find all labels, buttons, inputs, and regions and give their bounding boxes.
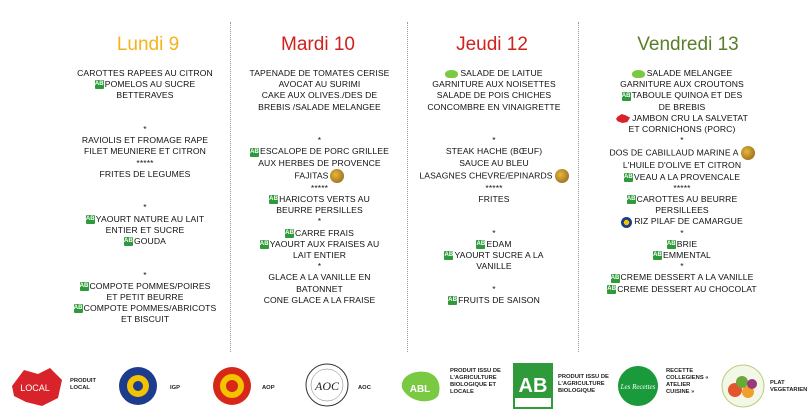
menu-item-label: * (143, 202, 147, 213)
ab-label-icon: AB (607, 285, 617, 292)
menu-item-label: * (492, 227, 496, 238)
ab-label-icon: AB (666, 241, 676, 248)
menu-item (408, 68, 580, 79)
legend-vegetarian-text: PLAT VEGETARIEN (770, 380, 808, 393)
menu-item (582, 102, 782, 113)
menu-item (408, 90, 580, 101)
menu-item (232, 90, 407, 101)
spacer (232, 124, 407, 135)
abl-label-icon (632, 70, 645, 78)
menu-item-label: GOUDA (133, 235, 166, 246)
menu-item (232, 250, 407, 261)
local-label-icon (6, 364, 66, 408)
menu-item (582, 68, 782, 79)
menu-item (232, 146, 407, 157)
menu-item (55, 90, 235, 101)
menu-item-label: TAPENADE DE TOMATES CERISE (249, 68, 390, 78)
menu-item (582, 113, 782, 124)
menu-item-label: EDAM (486, 238, 512, 249)
separator (408, 284, 580, 295)
menu-item (232, 228, 407, 239)
spacer (408, 124, 580, 135)
menu-column-lundi (55, 68, 235, 326)
menu-item (582, 250, 782, 261)
menu-item (408, 79, 580, 90)
menu-item (55, 236, 235, 247)
spacer (55, 102, 235, 113)
menu-item (582, 79, 782, 90)
day-title-vendredi: Vendredi 13 (637, 34, 739, 55)
ab-label-icon: AB (621, 92, 631, 99)
menu-item (232, 79, 407, 90)
menu-item-label: FAJITAS (294, 170, 329, 181)
menu-item (55, 281, 235, 292)
ab-label-icon: AB (448, 297, 458, 304)
legend-aoc-text: AOC (358, 385, 371, 391)
menu-item-label: FRITES (478, 194, 510, 204)
separator (582, 135, 782, 146)
menu-item-label: FRITES DE LEGUMES (99, 168, 191, 179)
ab-label-icon: AB (124, 238, 133, 245)
menu-item (232, 272, 407, 283)
ab-label-icon: AB (610, 274, 620, 281)
menu-item (55, 79, 235, 90)
menu-item (55, 68, 235, 79)
menu-item-label: CAROTTES RAPEES AU CITRON (77, 68, 213, 78)
ab-label-icon: AB (250, 148, 259, 155)
menu-item (408, 169, 580, 183)
menu-item (582, 146, 782, 160)
menu-item-label: EMMENTAL (663, 250, 711, 261)
menu-item-label: AUX HERBES DE PROVENCE (258, 157, 381, 168)
menu-item-label: GARNITURE AUX CROUTONS (620, 79, 744, 90)
menu-item-label: FILET MEUNIERE ET CITRON (84, 146, 206, 157)
menu-item-label: YAOURT NATURE AU LAIT (95, 213, 205, 224)
menu-item-label: * (680, 227, 684, 238)
menu-item-label: RAVIOLIS ET FROMAGE RAPE (81, 135, 209, 146)
ab-logo-text: AB (518, 375, 548, 397)
aoc-logo-text: AOC (315, 379, 339, 393)
menu-item (408, 250, 580, 261)
menu-item-label: JAMBON CRU LA SALVETAT (632, 112, 748, 123)
menu-item (232, 68, 407, 79)
menu-item (55, 146, 235, 157)
menu-item-label: COMPOTE POMMES/POIRES (89, 280, 211, 291)
menu-item-label: ET BISCUIT (120, 314, 170, 325)
menu-item-label: CONE GLACE A LA FRAISE (263, 294, 376, 305)
menu-item-label: BRIE (676, 238, 698, 249)
menu-item (232, 295, 407, 306)
menu-item (582, 172, 782, 183)
menu-item-label: COMPOTE POMMES/ABRICOTS (83, 303, 217, 314)
menu-item (408, 158, 580, 169)
menu-item-label: PERSILLEES (655, 205, 709, 216)
separator (408, 135, 580, 146)
menu-item-label: ***** (673, 182, 691, 193)
ab-label-icon: AB (79, 283, 89, 289)
menu-item-label: BREBIS /SALADE MELANGEE (258, 101, 381, 112)
menu-item-label: RIZ PILAF DE CAMARGUE (634, 216, 743, 227)
separator (55, 202, 235, 213)
menu-item-label: BETTERAVES (116, 90, 174, 101)
legend-aop-text: AOP (262, 385, 275, 391)
menu-item-label: CAKE AUX OLIVES./DES DE (261, 90, 378, 101)
igp-label-icon (118, 364, 158, 408)
local-label-icon (616, 114, 630, 123)
spacer (408, 113, 580, 124)
separator (232, 183, 407, 194)
ab-label-icon: AB (85, 215, 95, 222)
menu-item (232, 284, 407, 295)
ab-label-icon: AB (623, 173, 633, 180)
ab-label-icon: AB (259, 241, 269, 248)
menu-item (55, 214, 235, 225)
menu-column-jeudi (408, 68, 580, 306)
menu-item-label: POMELOS AU SUCRE (104, 79, 196, 90)
vegetarian-label-icon (741, 146, 755, 160)
ab-label-icon: AB (626, 196, 636, 203)
menu-item-label: GARNITURE AUX NOISETTES (432, 79, 556, 90)
menu-item-label: TABOULE QUINOA ET DES (631, 90, 743, 101)
separator (582, 228, 782, 239)
igp-label-icon (621, 217, 632, 228)
menu-item-label: ***** (136, 157, 154, 168)
menu-item (232, 102, 407, 113)
menu-item (408, 239, 580, 250)
menu-item (232, 194, 407, 205)
menu-column-vendredi (582, 68, 782, 295)
menu-item (582, 90, 782, 101)
menu-item-label: * (143, 269, 147, 280)
menu-item (55, 303, 235, 314)
aoc-label-icon (304, 362, 350, 408)
menu-item-label: BATONNET (296, 283, 343, 294)
menu-item (232, 158, 407, 169)
menu-item (582, 272, 782, 283)
menu-item-label: * (143, 123, 147, 134)
abl-logo-text: ABL (409, 384, 431, 395)
menu-item (408, 295, 580, 306)
menu-item-label: STEAK HACHE (BŒUF) (445, 146, 543, 157)
separator (232, 135, 407, 146)
menu-item-label: CONCOMBRE EN VINAIGRETTE (427, 101, 561, 112)
legend-ab-text: PRODUIT ISSU DE L'AGRICULTURE BIOLOGIQUE (558, 374, 609, 394)
menu-item (232, 169, 407, 183)
vegetarian-label-icon (330, 169, 344, 183)
menu-item-label: VANILLE (476, 261, 512, 272)
menu-item (55, 314, 235, 325)
menu-item-label: GLACE A LA VANILLE EN (268, 272, 371, 283)
abl-label-icon (445, 70, 458, 78)
ab-label-icon (512, 362, 554, 410)
legend-recettes-text: RECETTE COLLEGIENS « ATELIER CUISINE » (666, 368, 709, 395)
spacer (55, 180, 235, 191)
spacer (408, 205, 580, 216)
menu-item-label: ESCALOPE DE PORC GRILLEE (260, 146, 389, 157)
aop-label-icon (212, 364, 252, 408)
menu-item-label: BEURRE PERSILLES (276, 205, 363, 216)
menu-item-label: YAOURT AUX FRAISES AU (269, 238, 380, 249)
legend-igp-text: IGP (170, 385, 180, 391)
menu-item-label: ENTIER ET SUCRE (105, 224, 185, 235)
vegetarian-label-icon (718, 362, 768, 408)
menu-item (408, 194, 580, 205)
menu-item-label: ***** (485, 182, 503, 193)
vegetarian-label-icon (555, 169, 569, 183)
menu-item (55, 135, 235, 146)
menu-item (232, 205, 407, 216)
menu-item (582, 124, 782, 135)
menu-item (582, 284, 782, 295)
menu-item-label: SAUCE AU BLEU (459, 157, 529, 168)
separator (232, 216, 407, 227)
separator (582, 261, 782, 272)
menu-item-label: ET PETIT BEURRE (106, 291, 184, 302)
menu-item-label: LASAGNES CHEVRE/EPINARDS (419, 170, 553, 181)
menu-item-label: CARRE FRAIS (295, 227, 354, 238)
ab-label-icon: AB (269, 196, 279, 203)
ab-label-icon: AB (285, 229, 294, 236)
legend-abl-text: PRODUIT ISSU DE L'AGRICULTURE BIOLOGIQUE ET LOCALE (450, 368, 501, 395)
spacer (408, 216, 580, 227)
menu-item-label: ET CORNICHONS (PORC) (628, 124, 736, 135)
abl-label-icon (396, 366, 444, 406)
menu-item (582, 216, 782, 227)
menu-item (582, 205, 782, 216)
spacer (408, 272, 580, 283)
separator (55, 270, 235, 281)
legend-local-text: PRODUIT LOCAL (70, 378, 97, 391)
local-logo-text: LOCAL (20, 383, 50, 393)
menu-item-label: ***** (310, 182, 329, 193)
menu-item-label: DE BREBIS (658, 101, 706, 112)
menu-item (408, 146, 580, 157)
menu-item-label: * (492, 283, 496, 294)
menu-item-label: SALADE MELANGEE (646, 68, 733, 78)
spacer (55, 258, 235, 269)
menu-item-label: * (492, 135, 496, 146)
menu-item-label: * (317, 261, 322, 272)
menu-item-label: * (680, 261, 684, 272)
ab-label-icon: AB (94, 81, 104, 88)
menu-item-label: VEAU A LA PROVENCALE (633, 171, 741, 182)
menu-item-label: L'HUILE D'OLIVE ET CITRON (622, 160, 742, 171)
day-title-jeudi: Jeudi 12 (456, 34, 528, 55)
menu-item (582, 160, 782, 171)
menu-item-label: YAOURT SUCRE A LA (454, 249, 544, 260)
recettes-label-icon (616, 364, 660, 408)
menu-item-label: LAIT ENTIER (293, 250, 346, 261)
spacer (55, 191, 235, 202)
menu-item-label: * (317, 135, 322, 146)
menu-item (232, 239, 407, 250)
menu-item-label: * (317, 216, 322, 227)
separator (55, 124, 235, 135)
ab-label-icon: AB (73, 305, 83, 312)
menu-item (55, 169, 235, 180)
menu-column-mardi (232, 68, 407, 306)
separator (408, 183, 580, 194)
menu-item (408, 261, 580, 272)
separator (232, 261, 407, 272)
ab-label-icon: AB (476, 241, 486, 248)
menu-item-label: CREME DESSERT A LA VANILLE (620, 272, 754, 283)
menu-item (55, 292, 235, 303)
recettes-logo-text: Les Recettes (620, 383, 656, 391)
day-title-mardi: Mardi 10 (281, 34, 355, 55)
menu-item (55, 225, 235, 236)
spacer (55, 113, 235, 124)
menu-item-label: DOS DE CABILLAUD MARINE A (609, 147, 739, 158)
separator (408, 228, 580, 239)
menu-item-label: * (680, 135, 684, 146)
menu-item-label: FRUITS DE SAISON (458, 294, 540, 305)
spacer (55, 247, 235, 258)
day-title-lundi: Lundi 9 (116, 34, 180, 55)
menu-item-label: AVOCAT AU SURIMI (278, 79, 361, 90)
ab-label-icon: AB (653, 252, 662, 259)
separator (55, 158, 235, 169)
menu-item-label: HARICOTS VERTS AU (279, 194, 370, 204)
menu-item (582, 239, 782, 250)
menu-item (408, 102, 580, 113)
legend (0, 360, 811, 410)
menu-item (582, 194, 782, 205)
menu-item-label: CREME DESSERT AU CHOCOLAT (617, 283, 757, 294)
menu-item-label: SALADE DE POIS CHICHES (436, 90, 552, 101)
ab-label-icon: AB (444, 252, 454, 259)
separator (582, 183, 782, 194)
menu-item-label: SALADE DE LAITUE (460, 68, 543, 78)
menu-item-label: CAROTTES AU BEURRE (636, 194, 738, 205)
spacer (232, 113, 407, 124)
